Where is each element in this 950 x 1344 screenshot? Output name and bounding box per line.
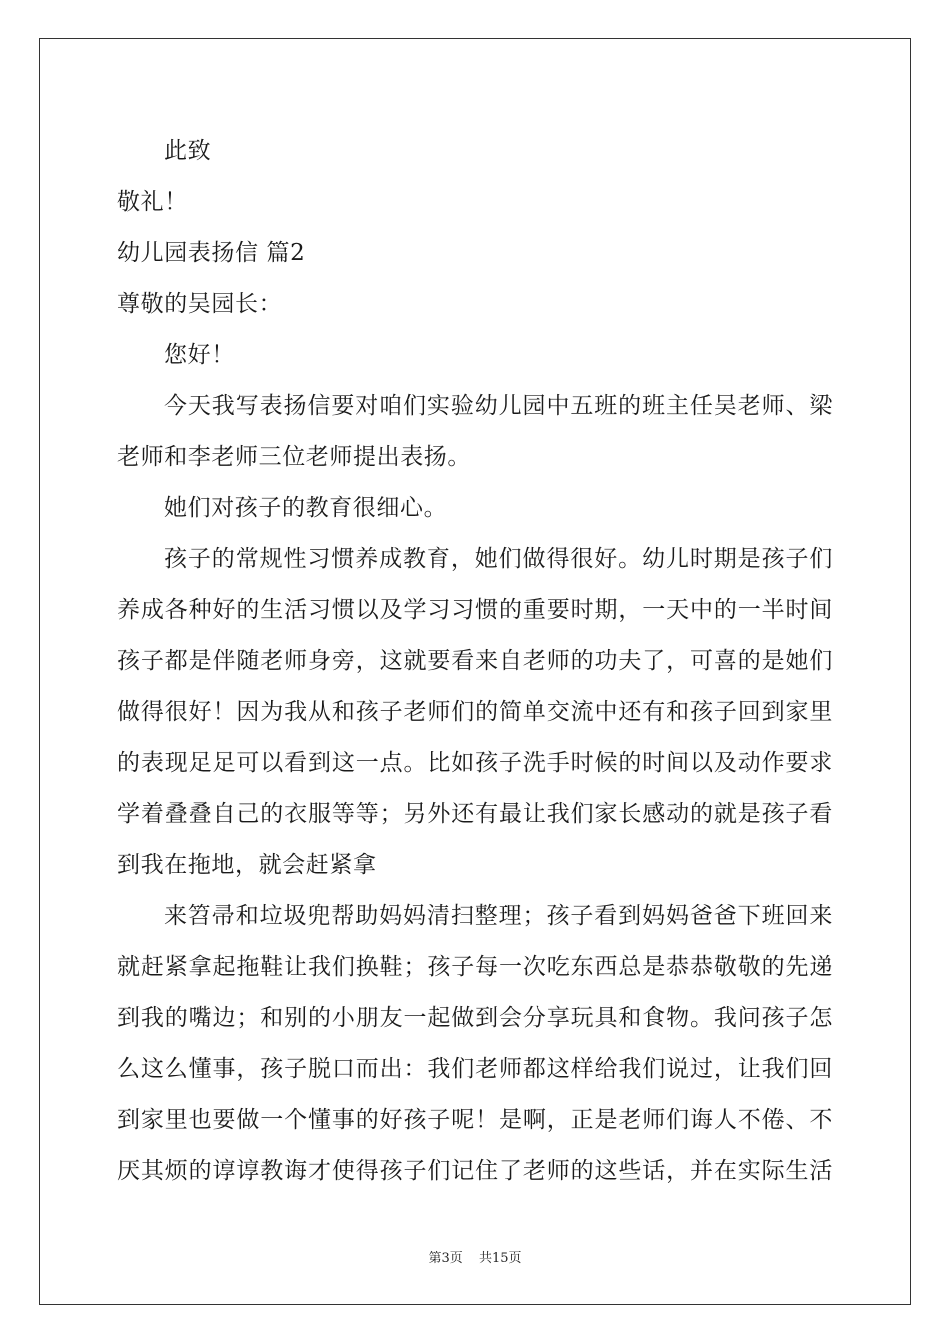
document-body — [117, 126, 833, 1197]
text-line: 到我在拖地，就会赶紧拿 — [117, 852, 377, 878]
text-line: 养成各种好的生活习惯以及学习习惯的重要时期，一天中的一半时间 — [117, 597, 833, 623]
text-line: 此致 — [164, 138, 212, 164]
text-line: 做得很好！因为我从和孩子老师们的简单交流中还有和孩子回到家里 — [117, 699, 833, 725]
page-number: 第3页 — [428, 1251, 463, 1266]
greeting: 您好！ — [164, 342, 235, 368]
text-line: 到我的嘴边；和别的小朋友一起做到会分享玩具和食物。我问孩子怎 — [117, 1005, 833, 1031]
text-line: 就赶紧拿起拖鞋让我们换鞋；孩子每一次吃东西总是恭恭敬敬的先递 — [117, 954, 833, 980]
text-line: 敬礼！ — [117, 189, 188, 215]
text-line: 老师和李老师三位老师提出表扬。 — [117, 444, 471, 470]
text-line: 孩子的常规性习惯养成教育，她们做得很好。幼儿时期是孩子们 — [164, 546, 833, 572]
text-line: 的表现足足可以看到这一点。比如孩子洗手时候的时间以及动作要求 — [117, 750, 833, 776]
text-line: 到家里也要做一个懂事的好孩子呢！是啊，正是老师们诲人不倦、不 — [117, 1107, 833, 1133]
text-line: 今天我写表扬信要对咱们实验幼儿园中五班的班主任吴老师、梁 — [164, 393, 833, 419]
text-line: 她们对孩子的教育很细心。 — [164, 495, 448, 521]
total-pages: 共15页 — [478, 1251, 522, 1266]
text-line: 么这么懂事，孩子脱口而出：我们老师都这样给我们说过，让我们回 — [117, 1056, 833, 1082]
page-footer — [0, 1247, 950, 1266]
text-line: 厌其烦的谆谆教诲才使得孩子们记住了老师的这些话，并在实际生活 — [117, 1158, 833, 1184]
text-line: 来笤帚和垃圾兜帮助妈妈清扫整理；孩子看到妈妈爸爸下班回来 — [164, 903, 833, 929]
text-line: 学着叠叠自己的衣服等等；另外还有最让我们家长感动的就是孩子看 — [117, 801, 833, 827]
section-heading: 幼儿园表扬信 篇2 — [117, 240, 306, 266]
salutation: 尊敬的吴园长： — [117, 291, 283, 317]
text-line: 孩子都是伴随老师身旁，这就要看来自老师的功夫了，可喜的是她们 — [117, 648, 833, 674]
